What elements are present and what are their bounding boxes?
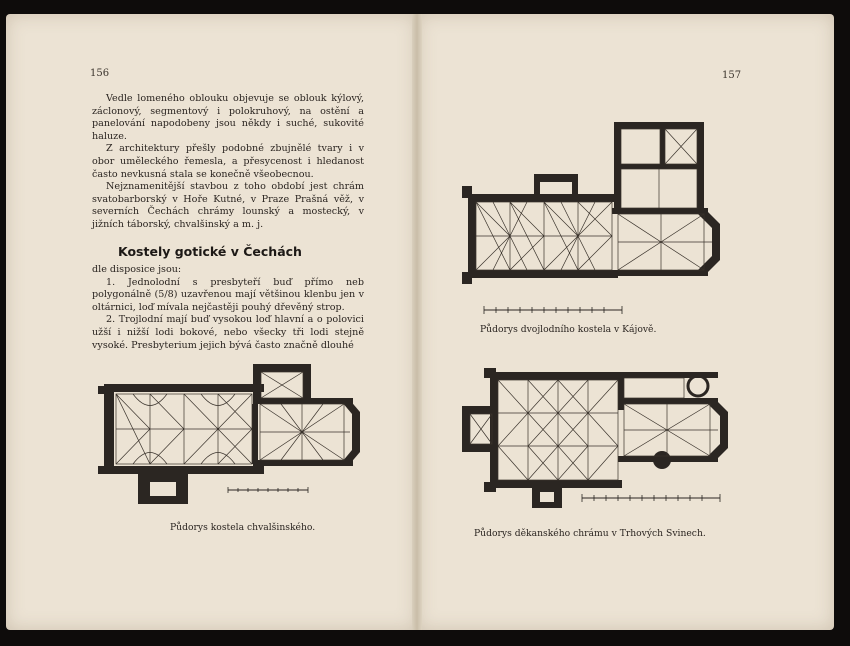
list-item-2: 2. Trojlodní mají buď vysokou loď hlavní a o polovici užší i nižší lodi bokové, nebo všecky tři lodi stejně vysoké. Presbyterium jejich bývá často značně dlouhé — [92, 314, 364, 351]
list-item-1: 1. Jednolodní s presbyteří buď přímo neb polygonálně (5/8) uzavřenou mají většinou klenbu jen v oltárnici, loď mívala nejčastěji pouhý dřevěný strop. — [92, 276, 364, 313]
floor-plan-trhove-sviny — [462, 368, 732, 518]
paragraph-1: Vedle lomeného oblouku objevuje se oblouk kýlový, záclonový, segmentový i polokruhový, na ostění a panelování napodobeny jsou někdy i suché, sukovité haluze. — [92, 93, 364, 142]
paragraph-2: Z architektury přešly podobné zbujnělé tvary i v obor uměleckého řemesla, a přesycenost i hledanost často nevkusná stala se konečně všeobecnou. — [92, 143, 364, 180]
book-gutter — [412, 14, 422, 630]
section-heading: Kostely gotické v Čechách — [118, 244, 302, 259]
figure-caption-chvalsiny: Půdorys kostela chvalšinského. — [170, 522, 316, 533]
left-page-number: 156 — [90, 68, 110, 79]
paragraph-3: Nejznamenitější stavbou z toho období jest chrám svatobarborský v Hoře Kutné, v Praze Prašná věž, v severních Čechách chrámy lounský a mostecký, v jižních táborský, chvalšinský a m. j. — [92, 181, 364, 230]
figure-caption-kajov: Půdorys dvojlodního kostela v Kájově. — [480, 324, 657, 335]
figure-caption-trhove-sviny: Půdorys děkanského chrámu v Trhových Svinech. — [474, 528, 706, 539]
left-list-text — [92, 264, 364, 352]
floor-plan-chvalsiny — [98, 362, 366, 517]
left-intro-text — [92, 93, 364, 232]
list-intro: dle disposice jsou: — [92, 264, 182, 275]
floor-plan-kajov — [462, 120, 730, 320]
right-page-number: 157 — [722, 70, 742, 81]
